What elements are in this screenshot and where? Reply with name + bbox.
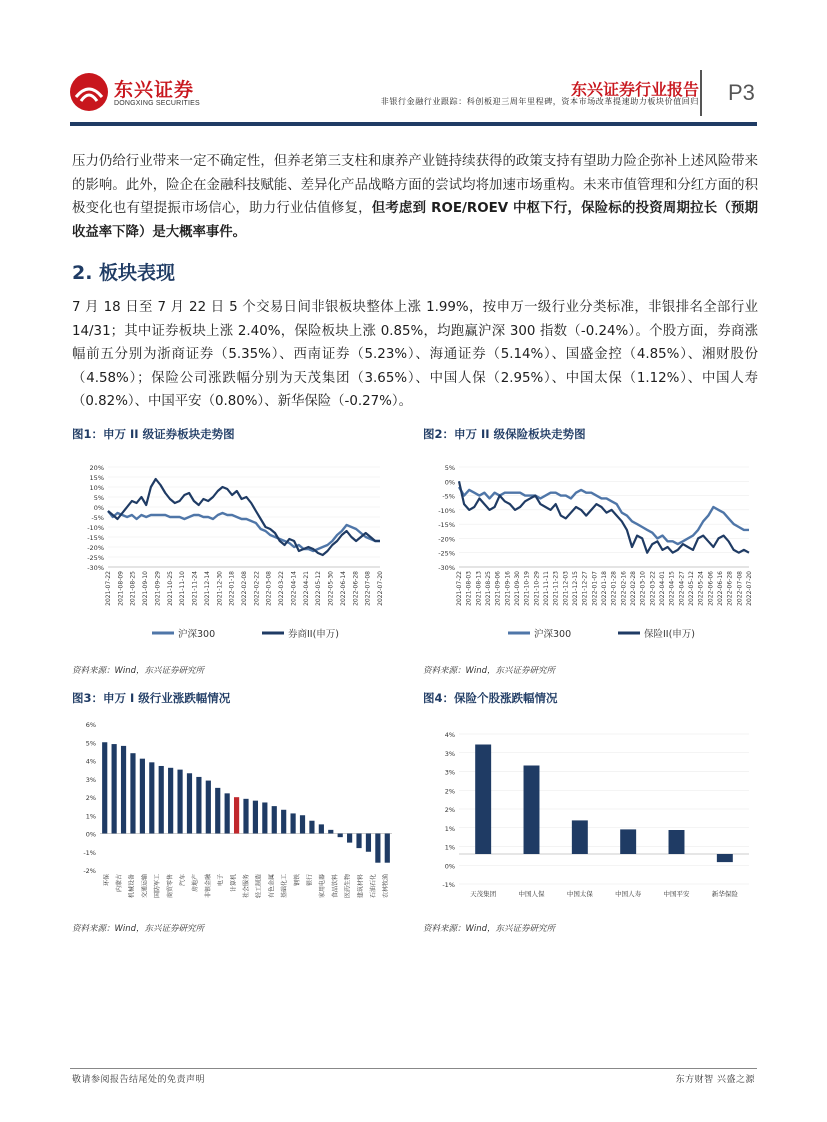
bar-23: [309, 821, 314, 834]
x-tick-label: 2021-12-27: [581, 571, 589, 606]
x-tick-label: 2022-02-28: [630, 571, 637, 606]
x-tick-label: 汽车: [179, 874, 187, 887]
bar-8: [168, 768, 173, 834]
x-tick-label: 房地产: [192, 874, 200, 893]
x-tick-label: 2022-01-18: [228, 571, 236, 606]
x-tick-label: 有色金属: [268, 874, 276, 899]
x-tick-label: 2021-12-03: [562, 571, 570, 606]
y-tick-label: 20%: [89, 464, 104, 472]
y-tick-label: -5%: [442, 492, 455, 501]
x-tick-label: 2021-08-13: [475, 571, 483, 606]
bar-31: [385, 834, 390, 863]
x-tick-label: 2022-03-22: [278, 571, 286, 606]
bar-30: [375, 834, 380, 863]
x-tick-label: 2022-06-06: [707, 571, 715, 606]
bar-22: [300, 815, 305, 833]
fig1-source: 资料来源：Wind，东兴证券研究所: [72, 666, 205, 676]
x-tick-label: 2021-07-22: [105, 571, 112, 606]
bar-11: [196, 777, 201, 834]
report-subtitle: 非银行金融行业跟踪：科创板迎三周年里程碑，资本市场改革提速助力板块价值回归: [380, 97, 699, 106]
x-tick-label: 中国太保: [566, 890, 593, 898]
y-tick-label: 4%: [85, 757, 96, 766]
y-tick-label: -10%: [87, 524, 104, 532]
x-tick-label: 2021-08-25: [485, 571, 492, 606]
bar-29: [366, 834, 371, 852]
x-tick-label: 2022-04-01: [659, 571, 666, 606]
y-tick-label: 3%: [444, 749, 455, 758]
x-tick-label: 轻工制造: [255, 874, 263, 899]
x-tick-label: 环保: [103, 874, 111, 887]
bar-20: [281, 810, 286, 834]
x-tick-label: 机械设备: [128, 874, 136, 899]
footer-rule: [70, 1068, 757, 1069]
x-tick-label: 2022-04-14: [290, 571, 298, 606]
x-tick-label: 医药生物: [344, 874, 352, 899]
header-divider: [700, 70, 702, 116]
x-tick-label: 2021-10-25: [166, 571, 174, 606]
x-tick-label: 家用电器: [319, 874, 327, 899]
legend-label: 沪深300: [178, 629, 216, 640]
y-tick-label: -30%: [87, 564, 104, 572]
x-tick-label: 2022-07-08: [364, 571, 372, 606]
x-tick-label: 食品饮料: [331, 874, 339, 899]
y-tick-label: 0%: [444, 478, 455, 487]
y-tick-label: -20%: [438, 535, 455, 544]
x-tick-label: 2022-02-16: [620, 571, 628, 606]
bar-28: [356, 834, 361, 849]
x-tick-label: 非银金融: [204, 874, 212, 899]
x-tick-label: 2022-05-12: [315, 571, 323, 606]
fig3-source: 资料来源：Wind，东兴证券研究所: [72, 924, 205, 934]
bar-4: [620, 829, 636, 854]
x-tick-label: 2022-03-08: [265, 571, 273, 606]
x-tick-label: 基础化工: [281, 874, 289, 899]
x-tick-label: 2021-07-22: [456, 571, 463, 606]
bar-2: [524, 766, 540, 855]
x-tick-label: 2021-09-29: [154, 571, 162, 606]
bar-16: [243, 799, 248, 834]
bar-10: [187, 773, 192, 833]
x-tick-label: 2022-04-15: [668, 571, 676, 606]
y-tick-label: 1%: [444, 843, 455, 852]
legend-label: 券商II(申万): [288, 629, 340, 640]
x-tick-label: 2022-04-27: [678, 571, 686, 606]
y-tick-label: -10%: [438, 506, 455, 515]
bar-12: [206, 781, 211, 834]
y-tick-label: 1%: [444, 824, 455, 833]
y-tick-label: 1%: [85, 812, 96, 821]
x-tick-label: 2021-09-30: [514, 571, 521, 606]
x-tick-label: 2021-11-24: [191, 571, 199, 606]
x-tick-label: 2021-11-10: [179, 571, 187, 606]
bar-27: [347, 834, 352, 843]
bar-3: [572, 820, 588, 854]
y-tick-label: 0%: [93, 504, 104, 512]
x-tick-label: 2022-07-20: [746, 571, 753, 606]
x-tick-label: 2022-02-22: [253, 571, 261, 606]
bar-9: [177, 770, 182, 834]
fig4-chart: [423, 712, 758, 917]
fig1-title: 图1：申万 II 级证券板块走势图: [72, 427, 235, 441]
y-tick-label: -1%: [442, 881, 455, 889]
bar-26: [338, 834, 343, 838]
report-type: 东兴证券行业报告: [570, 80, 699, 99]
bar-6: [717, 854, 733, 862]
y-tick-label: 3%: [444, 768, 455, 777]
bar-1: [102, 742, 107, 833]
x-tick-label: 电子: [217, 874, 225, 887]
y-tick-label: -2%: [83, 867, 96, 875]
company-name-cn: 东兴证券: [114, 79, 195, 101]
fig2-chart: [423, 452, 758, 647]
x-tick-label: 2022-07-20: [377, 571, 384, 606]
x-tick-label: 银行: [306, 874, 314, 887]
bar-7: [159, 766, 164, 834]
fig2-source: 资料来源：Wind，东兴证券研究所: [423, 666, 556, 676]
x-tick-label: 2022-06-14: [339, 571, 347, 606]
bar-25: [328, 830, 333, 834]
intro-bold-text: 但考虑到 ROE/ROEV 中枢下行，保险标的投资周期拉长（预期收益率下降）是大概率事件。: [72, 201, 758, 240]
legend-label: 沪深300: [534, 629, 572, 640]
x-tick-label: 2021-11-23: [552, 571, 560, 606]
y-tick-label: 6%: [85, 721, 96, 729]
x-tick-label: 内蒙古: [116, 874, 124, 893]
x-tick-label: 2022-01-18: [601, 571, 608, 606]
x-tick-label: 农林牧渔: [382, 874, 390, 899]
x-tick-label: 石油石化: [369, 874, 377, 899]
bar-21: [291, 813, 296, 833]
bar-3: [121, 746, 126, 834]
y-tick-label: 2%: [444, 806, 455, 814]
x-tick-label: 2021-08-25: [129, 571, 137, 606]
y-tick-label: 2%: [85, 794, 96, 802]
y-tick-label: 5%: [444, 464, 455, 472]
bar-2: [112, 744, 117, 833]
bar-24: [319, 824, 324, 833]
x-tick-label: 2021-12-15: [572, 571, 579, 606]
bar-19: [272, 806, 277, 833]
fig3-chart: [72, 712, 402, 917]
page-number: P3: [728, 80, 755, 105]
x-tick-label: 2021-09-10: [142, 571, 150, 606]
section-paragraph: 7 月 18 日至 7 月 22 日 5 个交易日间非银板块整体上涨 1.99%，按申万一级行业分类标准，非银排名全部行业 14/31；其中证券板块上涨 2.40%，保险板块上涨 0.85%，均跑赢沪深 300 指数（-0.24%）。个股方面，券商涨幅前五分别为浙商证券（5.35%）、西南证券（5.23%）、海通证券（5.14%）、国盛金控（4.85%）、湘财股份（4.58%）；保险公司涨跌幅分别为天茂集团（3.65%）、中国人保（2.95%）、中国太保（1.12%）、中国人寿（0.82%）、中国平安（0.80%）、新华保险（-0.27%）。: [72, 300, 758, 409]
x-tick-label: 2021-11-11: [543, 571, 550, 606]
bar-14: [225, 793, 230, 833]
y-tick-label: 0%: [85, 830, 96, 839]
x-tick-label: 2021-12-14: [203, 571, 211, 606]
x-tick-label: 2022-06-28: [352, 571, 360, 606]
y-tick-label: -20%: [87, 544, 104, 552]
x-tick-label: 交通运输: [141, 874, 149, 899]
x-tick-label: 2022-05-24: [697, 571, 705, 606]
fig3-title: 图3：申万 I 级行业涨跌幅情况: [72, 691, 231, 705]
company-name-en: DONGXING SECURITIES: [114, 100, 200, 107]
x-tick-label: 中国人保: [518, 890, 545, 898]
x-tick-label: 2022-04-21: [302, 571, 310, 606]
company-logo-icon: [70, 73, 108, 111]
x-tick-label: 2021-08-09: [117, 571, 125, 606]
x-tick-label: 2021-09-06: [494, 571, 502, 606]
intro-paragraph: [72, 150, 758, 244]
x-tick-label: 2022-07-08: [736, 571, 744, 606]
x-tick-label: 建筑材料: [357, 874, 365, 899]
y-tick-label: 0%: [444, 862, 455, 871]
section-title: 2. 板块表现: [72, 262, 176, 284]
x-tick-label: 2021-10-29: [533, 571, 541, 606]
y-tick-label: 10%: [89, 484, 104, 492]
x-tick-label: 2022-02-08: [241, 571, 248, 606]
x-tick-label: 2022-05-30: [327, 571, 335, 606]
x-tick-label: 2022-01-07: [591, 571, 599, 606]
x-tick-label: 2022-03-10: [639, 571, 647, 606]
y-tick-label: -5%: [91, 514, 104, 522]
y-tick-label: -15%: [87, 534, 104, 542]
fig1-chart: [72, 452, 402, 647]
x-tick-label: 中国平安: [663, 890, 690, 898]
header-rule: [70, 122, 757, 126]
intro-text: 压力仍给行业带来一定不确定性，但养老第三支柱和康养产业链持续获得的政策支持有望助力险企弥补上述风险带来的影响。此外，险企在金融科技赋能、差异化产品战略方面的尝试均将加速市场重构。未来市值管理和分红方面的积极变化也有望提振市场信心，助力行业估值修复，: [72, 154, 758, 216]
y-tick-label: 4%: [444, 731, 455, 739]
x-tick-label: 钢铁: [293, 874, 301, 887]
y-tick-label: 5%: [85, 739, 96, 748]
y-tick-label: 5%: [93, 494, 104, 502]
y-tick-label: 3%: [85, 775, 96, 784]
x-tick-label: 2021-08-03: [465, 571, 473, 606]
y-tick-label: 15%: [89, 474, 104, 482]
x-tick-label: 商贸零售: [166, 874, 174, 899]
y-tick-label: -25%: [438, 549, 455, 558]
legend-label: 保险II(申万): [644, 629, 696, 640]
x-tick-label: 2021-12-30: [216, 571, 224, 606]
bar-18: [262, 802, 267, 833]
y-tick-label: -30%: [438, 564, 455, 572]
fig4-source: 资料来源：Wind，东兴证券研究所: [423, 924, 556, 934]
x-tick-label: 2022-05-12: [688, 571, 695, 606]
bar-5: [140, 759, 145, 834]
x-tick-label: 2021-10-19: [523, 571, 531, 606]
y-tick-label: -15%: [438, 521, 455, 530]
x-tick-label: 2021-09-16: [504, 571, 512, 606]
x-tick-label: 计算机: [230, 874, 238, 893]
x-tick-label: 新华保险: [711, 890, 738, 898]
footer-slogan: 东方财智 兴盛之源: [675, 1075, 755, 1085]
fig4-title: 图4：保险个股涨跌幅情况: [423, 691, 558, 705]
bar-4: [130, 753, 135, 833]
x-tick-label: 2022-01-28: [610, 571, 618, 606]
y-tick-label: -1%: [83, 848, 96, 857]
fig2-title: 图2：申万 II 级保险板块走势图: [423, 427, 586, 441]
x-tick-label: 2022-03-22: [649, 571, 657, 606]
x-tick-label: 2022-06-28: [726, 571, 734, 606]
bar-1: [475, 745, 491, 855]
bar-6: [149, 762, 154, 833]
bar-17: [253, 801, 258, 834]
x-tick-label: 国防军工: [154, 874, 162, 899]
bar-15: [234, 797, 239, 833]
footer-disclaimer: 敬请参阅报告结尾处的免责声明: [72, 1075, 206, 1085]
bar-5: [669, 830, 685, 854]
bar-13: [215, 788, 220, 834]
x-tick-label: 中国人寿: [615, 890, 642, 898]
x-tick-label: 天茂集团: [470, 890, 497, 898]
y-tick-label: -25%: [87, 554, 104, 562]
y-tick-label: 2%: [444, 787, 455, 796]
x-tick-label: 2022-06-16: [717, 571, 724, 606]
x-tick-label: 社会服务: [243, 874, 250, 899]
